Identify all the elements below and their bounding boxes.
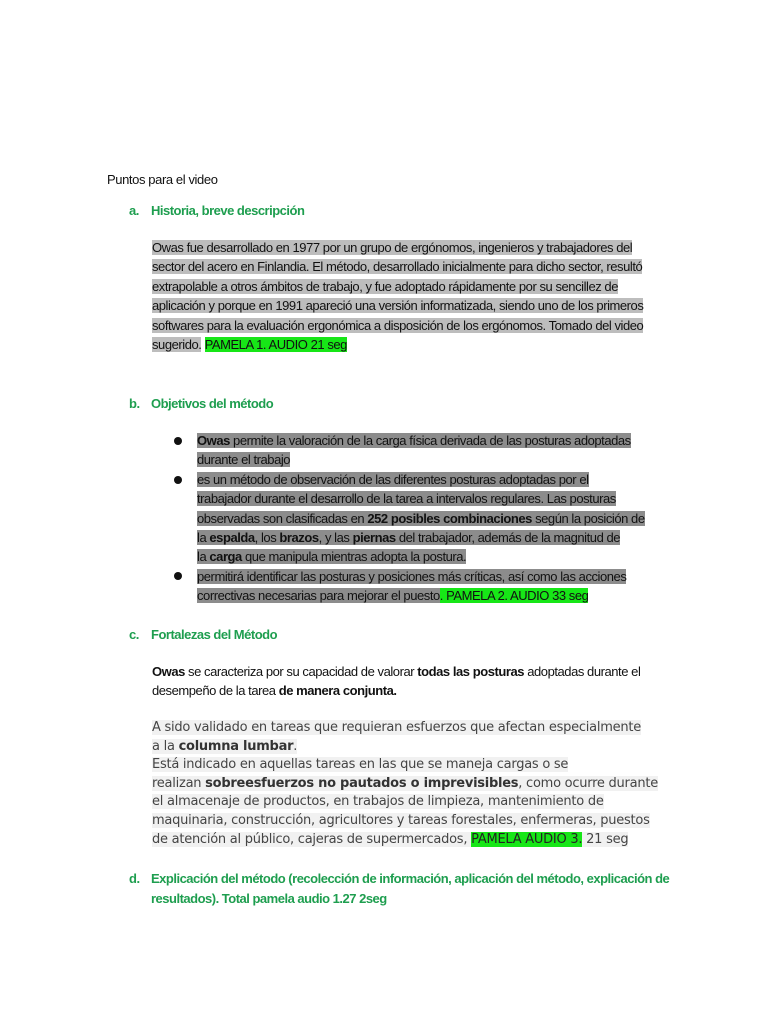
section-b-bullets	[197, 431, 645, 606]
paragraph-text: 21 seg	[582, 831, 629, 847]
section-d-heading	[129, 869, 669, 908]
paragraph-line: extrapolable a otros ámbitos de trabajo, y fue adoptado rápidamente por su sencillez de	[152, 278, 618, 294]
section-a-heading	[129, 201, 304, 221]
audio-tag-3: PAMELA AUDIO 3.	[471, 831, 583, 847]
paragraph-line: softwares para la evaluación ergonómica a disposición de los ergónomos. Tomado del video	[152, 317, 644, 333]
section-b-title: Objetivos del método	[151, 396, 274, 411]
section-c-heading	[129, 625, 277, 645]
paragraph-text: el almacenaje de productos, en trabajos de limpieza, mantenimiento de	[152, 794, 604, 810]
bold-term: de manera conjunta.	[278, 683, 397, 699]
bold-term: columna lumbar	[178, 738, 294, 754]
paragraph-line: sector del acero en Finlandia. El método, desarrollado inicialmente para dicho sector, resultó	[152, 259, 643, 275]
bold-term: 252 posibles combinaciones	[367, 510, 532, 526]
paragraph-line: aplicación y porque en 1991 apareció una versión informatizada, siendo uno de los primeros	[152, 298, 644, 314]
bullet-text: según la posición de	[531, 510, 645, 526]
paragraph-text: a la	[152, 738, 179, 754]
bullet-text: observadas son clasificadas en	[197, 510, 368, 526]
section-a-title: Historia, breve descripción	[151, 203, 305, 218]
paragraph-text: .	[293, 738, 298, 754]
bullet-text: correctivas necesarias para mejorar el puesto	[197, 588, 440, 604]
paragraph-line: Owas fue desarrollado en 1977 por un grupo de ergónomos, ingenieros y trabajadores del	[152, 240, 633, 255]
paragraph-text: realizan	[152, 775, 206, 791]
section-b-heading	[129, 394, 273, 414]
bold-term: sobreesfuerzos no pautados o imprevisibles	[205, 775, 519, 791]
paragraph-text: adoptadas durante el	[524, 664, 641, 679]
bold-term: piernas	[352, 530, 396, 546]
bullet-text: del trabajador, además de la magnitud de	[395, 530, 621, 546]
paragraph-text: Está indicado en aquellas tareas en las que se maneja cargas o se	[152, 757, 569, 773]
section-d-title-line2: resultados). Total pamela audio 1.27 2seg	[151, 890, 387, 906]
bullet-text: , los	[254, 530, 280, 546]
section-c-title: Fortalezas del Método	[151, 627, 278, 642]
bullet-text: es un método de observación de las diferentes posturas adoptadas por el	[197, 471, 589, 487]
section-d-marker: d.	[129, 871, 140, 886]
paragraph-text: A sido validado en tareas que requieran esfuerzos que afectan especialmente	[152, 720, 641, 735]
paragraph-line: sugerido.	[152, 337, 202, 353]
paragraph-text: , como ocurre durante	[518, 775, 658, 791]
paragraph-text: desempeño de la tarea	[152, 683, 279, 699]
paragraph-text: se caracteriza por su capacidad de valorar	[184, 664, 418, 679]
section-b-marker: b.	[129, 396, 140, 411]
audio-tag-2: . PAMELA 2. AUDIO 33 seg	[439, 588, 589, 604]
audio-tag-1: PAMELA 1. AUDIO 21 seg	[204, 337, 347, 353]
bold-term: carga	[209, 549, 242, 565]
bullet-text: que manipula mientras adopta la postura.	[241, 549, 467, 565]
bullet-dot	[174, 572, 182, 580]
paragraph-text: maquinaria, construcción, agricultores y tareas forestales, enfermeras, puestos	[152, 812, 650, 828]
bold-term: Owas	[152, 664, 185, 679]
section-a-marker: a.	[129, 203, 139, 218]
bullet-text: la	[197, 549, 210, 565]
document-title: Puntos para el video	[107, 172, 218, 187]
bold-term: todas las posturas	[417, 664, 525, 679]
section-a-paragraph	[152, 238, 643, 354]
section-d-title-line1: Explicación del método (recolección de información, aplicación del método, explicación de	[151, 871, 670, 886]
section-c-paragraph-2	[152, 719, 658, 849]
bullet-text: , y las	[318, 530, 353, 546]
bold-term: espalda	[209, 530, 255, 546]
bold-term: Owas	[197, 433, 230, 448]
bullet-text: permite la valoración de la carga física derivada de las posturas adoptadas	[229, 433, 631, 448]
bullet-text: la	[197, 530, 210, 546]
section-c-marker: c.	[129, 627, 139, 642]
bullet-text: permitirá identificar las posturas y posiciones más críticas, así como las acciones	[197, 568, 627, 584]
bullet-text: durante el trabajo	[197, 452, 291, 468]
bullet-dot	[174, 476, 182, 484]
paragraph-text: de atención al público, cajeras de supermercados,	[152, 831, 472, 847]
bullet-text: trabajador durante el desarrollo de la tarea a intervalos regulares. Las posturas	[197, 491, 616, 507]
section-c-paragraph-1	[152, 662, 640, 701]
bold-term: brazos	[279, 530, 319, 546]
bullet-dot	[174, 437, 182, 445]
